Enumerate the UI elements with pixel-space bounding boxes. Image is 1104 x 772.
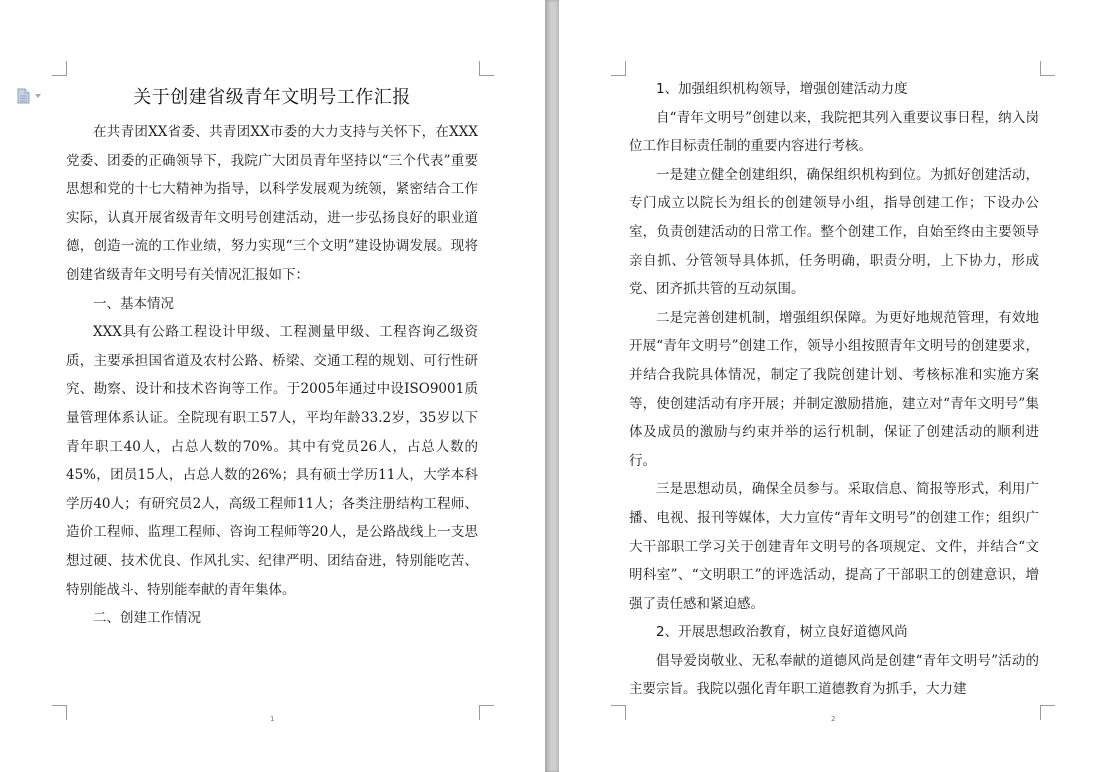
crop-mark-top-right [1040,61,1055,76]
crop-mark-bottom-right [1040,705,1055,720]
paragraph-3: 二是完善创建机制，增强组织保障。为更好地规范管理，有效地开展“青年文明号”创建工作，领导小组按照青年文明号的创建要求，并结合我院具体情况，制定了我院创建计划、考核标准和实施方案等，使创建活动有序开展；并制定激励措施，建立对“青年文明号”集体及成员的激励与约束并举的运行机制，保证了创建活动的顺利进行。 [629,309,1039,469]
subsection-heading-education: 2、开展思想政治教育，树立良好道德风尚 [656,624,908,641]
page-2 [559,0,1104,772]
page-2-body [629,75,1039,704]
document-icon[interactable] [16,88,46,104]
crop-mark-top-left [611,61,626,76]
section-heading-basic: 一、基本情况 [93,295,174,312]
crop-mark-bottom-left [611,705,626,720]
page-number: 2 [831,715,836,723]
page-number: 1 [270,715,275,723]
paragraph-2: 一是建立健全创建组织，确保组织机构到位。为抓好创建活动，专门成立以院长为组长的创建领导小组，指导创建工作；下设办公室，负责创建活动的日常工作。整个创建工作，自始至终由主要领导亲自抓、分管领导具体抓，任务明确，职责分明，上下协力，形成党、团齐抓共管的互动氛围。 [629,166,1039,298]
document-title: 关于创建省级青年文明号工作汇报 [133,87,411,108]
page-1 [0,0,545,772]
page-1-body [66,118,478,633]
crop-mark-bottom-left [52,705,67,720]
crop-mark-top-left [52,61,67,76]
subsection-heading-organization: 1、加强组织机构领导，增强创建活动力度 [656,81,908,97]
paragraph-5: 倡导爱岗敬业、无私奉献的道德风尚是创建“青年文明号”活动的主要宗旨。我院以强化青年职工道德教育为抓手，大力建 [629,652,1039,698]
paragraph-1: 自“青年文明号”创建以来，我院把其列入重要议事日程，纳入岗位工作目标责任制的重要内容进行考核。 [629,109,1039,155]
intro-paragraph: 在共青团XX省委、共青团XX市委的大力支持与关怀下，在XXX党委、团委的正确领导下，我院广大团员青年坚持以“三个代表”重要思想和党的十七大精神为指导，以科学发展观为统领，紧密结合工作实际，认真开展省级青年文明号创建活动，进一步弘扬良好的职业道德，创造一流的工作业绩，努力实现“三个文明”建设协调发展。现将创建省级青年文明号有关情况汇报如下： [66,124,478,283]
basic-info-paragraph: XXX具有公路工程设计甲级、工程测量甲级、工程咨询乙级资质，主要承担国省道及农村公路、桥梁、交通工程的规划、可行性研究、勘察、设计和技术咨询等工作。于2005年通过中设ISO9001质量管理体系认证。全院现有职工57人，平均年龄33.2岁，35岁以下青年职工40人，占总人数的70%。其中有党员26人，占总人数的45%，团员15人，占总人数的26%；具有硕士学历11人，大学本科学历40人；有研究员2人，高级工程师11人；各类注册结构工程师、造价工程师、监理工程师、咨询工程师等20人，是公路战线上一支思想过硬、技术优良、作风扎实、纪律严明、团结奋进，特别能吃苦、特别能战斗、特别能奉献的青年集体。 [66,324,478,598]
paragraph-4: 三是思想动员，确保全员参与。采取信息、简报等形式，利用广播、电视、报刊等媒体，大力宣传“青年文明号”的创建工作；组织广大干部职工学习关于创建青年文明号的各项规定、文件，并结合“文明科室”、“文明职工”的评选活动，提高了干部职工的创建意识，增强了责任感和紧迫感。 [629,481,1039,612]
crop-mark-top-right [479,61,494,76]
crop-mark-bottom-right [479,705,494,720]
page-gutter [545,0,559,772]
section-heading-work: 二、创建工作情况 [93,610,201,627]
